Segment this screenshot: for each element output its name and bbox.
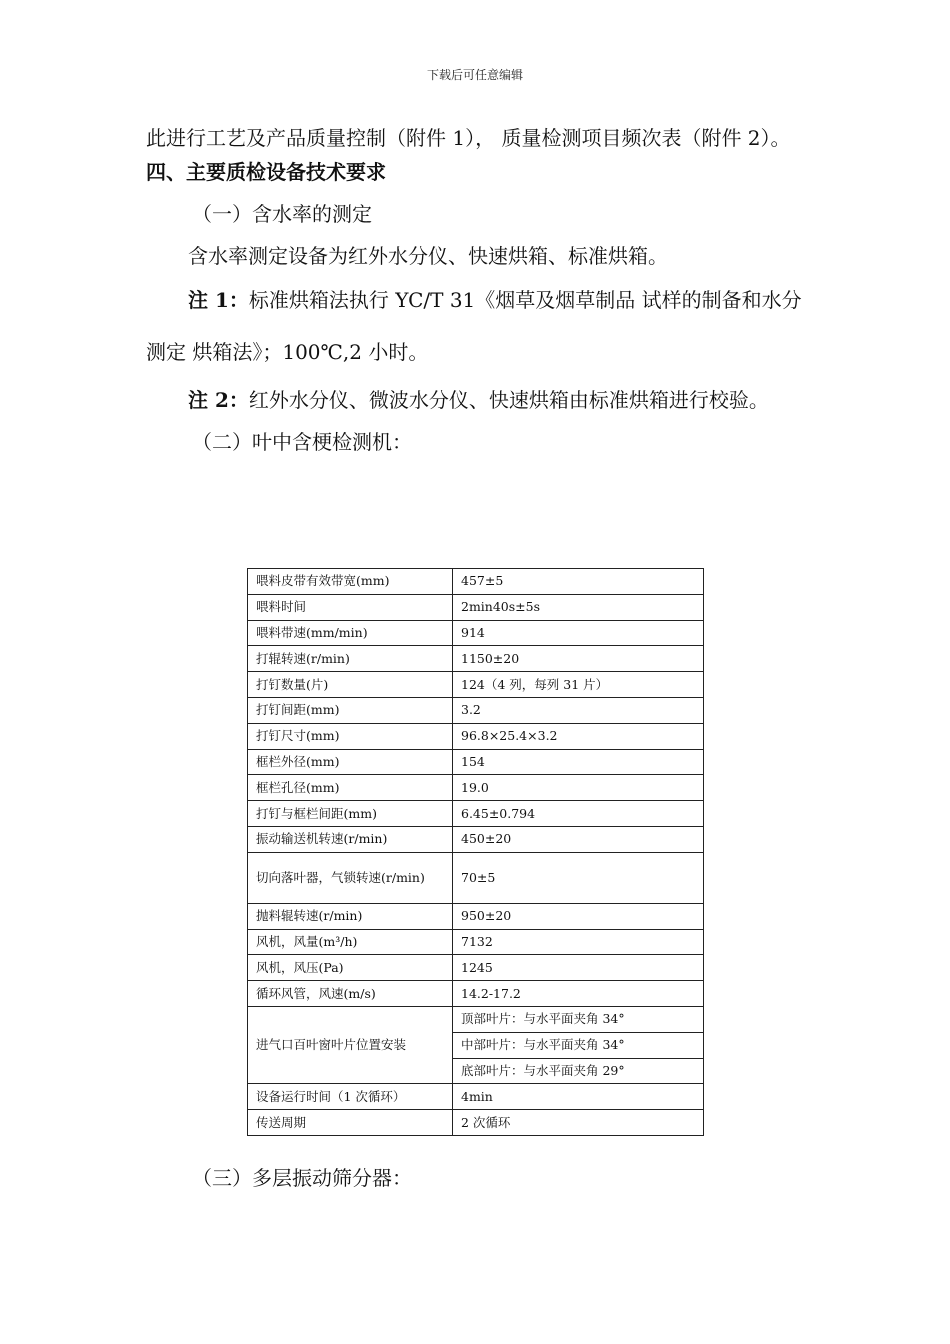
- table-row: [248, 620, 704, 646]
- table-key: 打辊转速(r/min): [248, 646, 453, 672]
- table-value: 154: [453, 749, 704, 775]
- table-key: 振动输送机转速(r/min): [248, 826, 453, 852]
- subsection-title-moisture: （一）含水率的测定: [192, 202, 372, 226]
- table-key: 打钉间距(mm): [248, 697, 453, 723]
- page-header: 下载后可任意编辑: [426, 68, 523, 82]
- table-value: 457±5: [453, 569, 704, 595]
- table-row: [248, 749, 704, 775]
- table-row: [248, 723, 704, 749]
- intro-paragraph: 此进行工艺及产品质量控制（附件 1）， 质量检测项目频次表（附件 2）。: [146, 126, 791, 150]
- table-row: [248, 569, 704, 595]
- table-row: [248, 955, 704, 981]
- moisture-paragraph: 含水率测定设备为红外水分仪、快速烘箱、标准烘箱。: [188, 244, 668, 268]
- table-value: 19.0: [453, 775, 704, 801]
- table-key: 抛料辊转速(r/min): [248, 903, 453, 929]
- table-value: 914: [453, 620, 704, 646]
- table-value: 950±20: [453, 903, 704, 929]
- table-value: 450±20: [453, 826, 704, 852]
- subsection-title-stem-detector: （二）叶中含梗检测机：: [192, 430, 412, 454]
- table-row: [248, 1006, 704, 1032]
- table-key: 传送周期: [248, 1110, 453, 1136]
- table-row: [248, 1084, 704, 1110]
- page-body: [146, 124, 810, 456]
- table-row: [248, 801, 704, 827]
- table-row: [248, 1110, 704, 1136]
- table-row: [248, 594, 704, 620]
- table-key: 框栏外径(mm): [248, 749, 453, 775]
- subsection-title-sieve: （三）多层振动筛分器：: [192, 1166, 412, 1190]
- table-value: 1245: [453, 955, 704, 981]
- table-value: 96.8×25.4×3.2: [453, 723, 704, 749]
- table-value: 14.2-17.2: [453, 981, 704, 1007]
- table-value: 顶部叶片：与水平面夹角 34°: [453, 1006, 704, 1032]
- table-value: 70±5: [453, 852, 704, 903]
- table-key: 打钉数量(片): [248, 672, 453, 698]
- table-row: [248, 775, 704, 801]
- section-heading: 四、主要质检设备技术要求: [146, 160, 386, 184]
- note-2: [146, 386, 810, 414]
- table-row: [248, 903, 704, 929]
- table-key: 打钉尺寸(mm): [248, 723, 453, 749]
- table-row: [248, 929, 704, 955]
- table-key: 风机，风量(m³/h): [248, 929, 453, 955]
- note-2-text: 红外水分仪、微波水分仪、快速烘箱由标准烘箱进行校验。: [248, 388, 769, 412]
- table-value: 124（4 列，每列 31 片）: [453, 672, 704, 698]
- note-1: [146, 274, 810, 378]
- table-key: 设备运行时间（1 次循环）: [248, 1084, 453, 1110]
- table-key: 循环风管，风速(m/s): [248, 981, 453, 1007]
- table-key: 喂料带速(mm/min): [248, 620, 453, 646]
- table-key: 打钉与框栏间距(mm): [248, 801, 453, 827]
- table-row: [248, 646, 704, 672]
- table-value: 6.45±0.794: [453, 801, 704, 827]
- table-value: 7132: [453, 929, 704, 955]
- table-value: 中部叶片：与水平面夹角 34°: [453, 1032, 704, 1058]
- table-row: [248, 981, 704, 1007]
- spec-table: [247, 568, 704, 1136]
- table-row: [248, 697, 704, 723]
- table-key: 进气口百叶窗叶片位置安装: [248, 1006, 453, 1083]
- table-value: 2min40s±5s: [453, 594, 704, 620]
- table-value: 4min: [453, 1084, 704, 1110]
- note-1-text: 标准烘箱法执行 YC/T 31《烟草及烟草制品 试样的制备和水分测定 烘箱法》；100℃,2 小时。: [146, 288, 802, 364]
- table-key: 框栏孔径(mm): [248, 775, 453, 801]
- table-value: 1150±20: [453, 646, 704, 672]
- note-2-label: 注 2：: [188, 388, 249, 412]
- note-1-label: 注 1：: [188, 288, 249, 312]
- table-row: [248, 852, 704, 903]
- table-key: 风机，风压(Pa): [248, 955, 453, 981]
- table-row: [248, 826, 704, 852]
- table-value: 2 次循环: [453, 1110, 704, 1136]
- table-value: 底部叶片：与水平面夹角 29°: [453, 1058, 704, 1084]
- table-row: [248, 672, 704, 698]
- table-key: 喂料时间: [248, 594, 453, 620]
- table-value: 3.2: [453, 697, 704, 723]
- table-key: 切向落叶器，气锁转速(r/min): [248, 852, 453, 903]
- table-key: 喂料皮带有效带宽(mm): [248, 569, 453, 595]
